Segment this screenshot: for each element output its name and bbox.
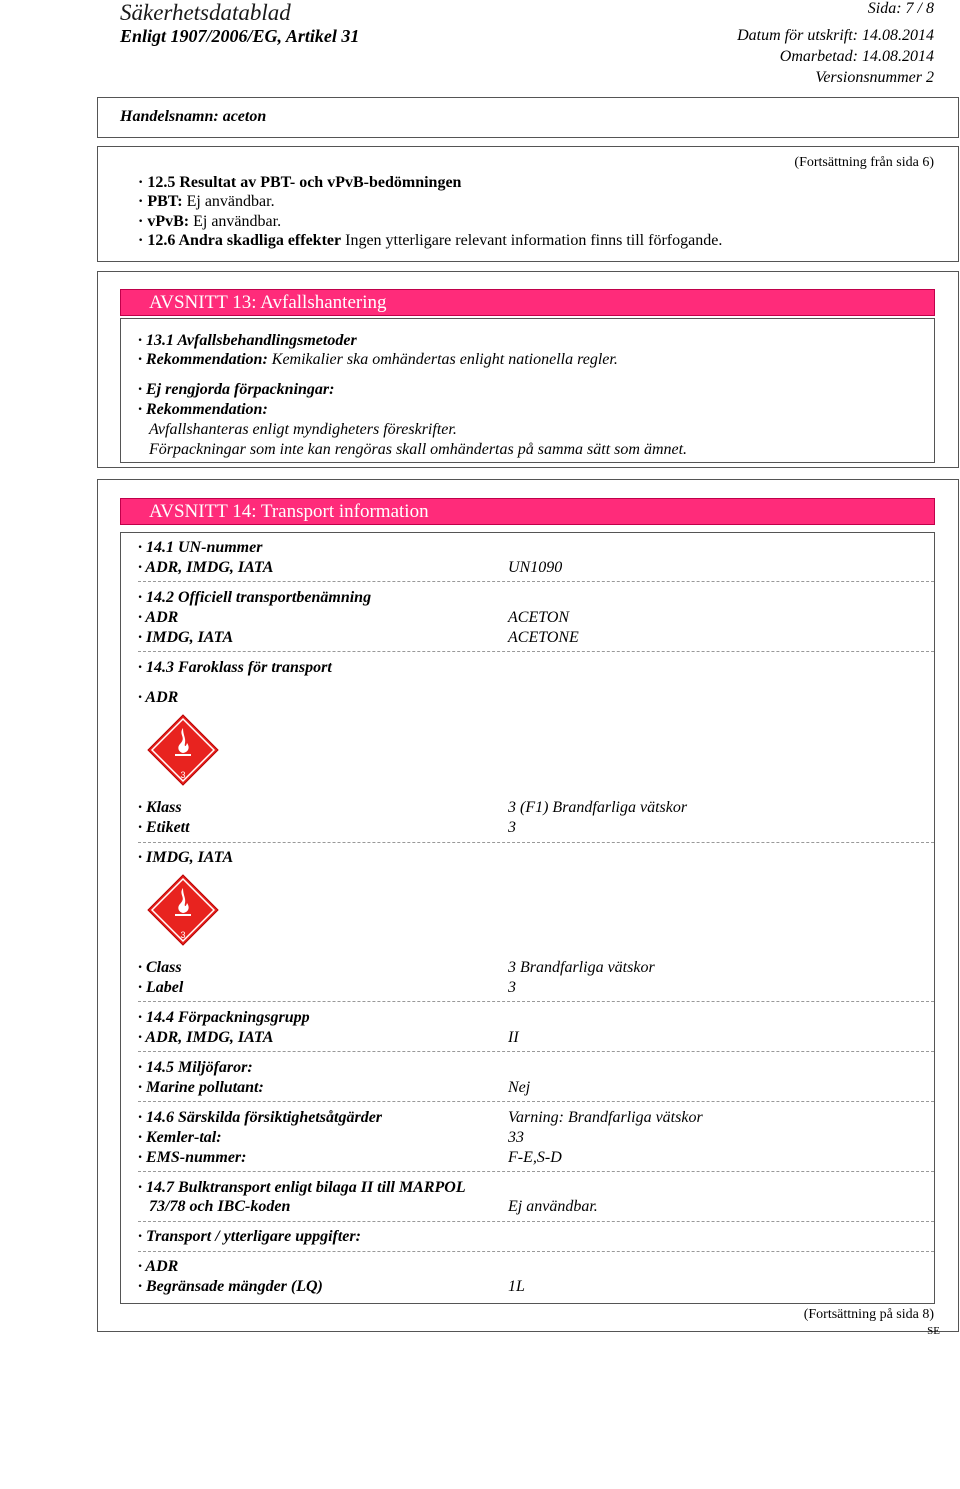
- diamond-number: 3: [180, 770, 186, 780]
- klass-label: · Klass: [138, 799, 182, 816]
- s14-2-heading: · 14.2 Officiell transportbenämning: [138, 589, 372, 606]
- lq-label: · Begränsade mängder (LQ): [138, 1278, 323, 1295]
- pbt-value: Ej användbar.: [186, 193, 275, 210]
- s13-1-heading: · 13.1 Avfallsbehandlingsmetoder: [138, 332, 357, 349]
- divider: [138, 1251, 934, 1252]
- diamond-number: 3: [180, 930, 186, 940]
- un-value: UN1090: [508, 559, 563, 576]
- adr-class-label: · ADR: [138, 689, 179, 706]
- adr-name-label: · ADR: [138, 609, 179, 626]
- vpvb-label: · vPvB:: [138, 213, 190, 230]
- s14-3-heading: · 14.3 Faroklass för transport: [138, 659, 332, 676]
- lq-value: 1L: [508, 1278, 525, 1295]
- continued-to: (Fortsättning på sida 8): [803, 1307, 934, 1322]
- pack-value: II: [508, 1029, 519, 1046]
- divider: [138, 1171, 934, 1172]
- kemler-label: · Kemler-tal:: [138, 1129, 222, 1146]
- s13-rec2-line2: Förpackningar som inte kan rengöras skall omhändertas på samma sätt som ämnet.: [149, 441, 688, 458]
- pack-label: · ADR, IMDG, IATA: [138, 1029, 274, 1046]
- flammable-liquid-pictogram-icon: [147, 714, 219, 786]
- s13-uncleaned-label: · Ej rengjorda förpackningar:: [138, 381, 335, 398]
- ems-value: F-E,S-D: [508, 1149, 562, 1166]
- divider: [138, 1001, 934, 1002]
- klass-value: 3 (F1) Brandfarliga vätskor: [508, 799, 688, 816]
- s13-rec-row: [138, 351, 618, 369]
- class-label: · Class: [138, 959, 182, 976]
- regulation-subtitle: Enligt 1907/2006/EG, Artikel 31: [120, 26, 360, 46]
- pbt-label: · PBT:: [138, 193, 183, 210]
- page-number: Sida: 7 / 8: [867, 0, 934, 17]
- divider: [138, 581, 934, 582]
- divider: [138, 1051, 934, 1052]
- s12-5-heading: · 12.5 Resultat av PBT- och vPvB-bedömningen: [138, 174, 462, 191]
- print-date: Datum för utskrift: 14.08.2014: [737, 27, 934, 44]
- imdg-name-value: ACETONE: [508, 629, 579, 646]
- continued-from: (Fortsättning från sida 6): [794, 155, 934, 170]
- s14-1-heading: · 14.1 UN-nummer: [138, 539, 263, 556]
- section-13-title: AVSNITT 13: Avfallshantering: [120, 289, 935, 316]
- rec-value: Kemikalier ska omhändertas enlight nationella regler.: [271, 351, 618, 368]
- adr-name-value: ACETON: [508, 609, 570, 626]
- document-title: Säkerhetsdatablad: [120, 0, 291, 25]
- ems-label: · EMS-nummer:: [138, 1149, 247, 1166]
- vpvb-value: Ej användbar.: [193, 213, 282, 230]
- imdg-class-label: · IMDG, IATA: [138, 849, 234, 866]
- divider: [138, 1221, 934, 1222]
- marine-label: · Marine pollutant:: [138, 1079, 264, 1096]
- s14-4-heading: · 14.4 Förpackningsgrupp: [138, 1009, 310, 1026]
- s14-7-value: Ej användbar.: [508, 1198, 598, 1215]
- marine-value: Nej: [508, 1079, 531, 1096]
- imdg-name-label: · IMDG, IATA: [138, 629, 234, 646]
- s12-6-label: · 12.6 Andra skadliga effekter: [138, 232, 342, 249]
- s13-rec2-line1: Avfallshanteras enligt myndigheters föreskrifter.: [149, 421, 457, 438]
- etikett-label: · Etikett: [138, 819, 190, 836]
- label-value: 3: [508, 979, 516, 996]
- section-14-title: AVSNITT 14: Transport information: [120, 498, 935, 525]
- s14-6-value: Varning: Brandfarliga vätskor: [508, 1109, 703, 1126]
- class-value: 3 Brandfarliga vätskor: [508, 959, 655, 976]
- s14-5-heading: · 14.5 Miljöfaror:: [138, 1059, 253, 1076]
- transport-extra-label: · Transport / ytterligare uppgifter:: [138, 1228, 361, 1245]
- s12-6-value: Ingen ytterligare relevant information finns till förfogande.: [345, 232, 723, 249]
- s13-rec2-label: · Rekommendation:: [138, 401, 268, 418]
- etikett-value: 3: [508, 819, 516, 836]
- adr-lq-label: · ADR: [138, 1258, 179, 1275]
- un-label: · ADR, IMDG, IATA: [138, 559, 274, 576]
- divider: [138, 842, 934, 843]
- s12-6-row: [138, 232, 722, 250]
- flammable-liquid-pictogram-icon: [147, 874, 219, 946]
- s14-7-heading-line1: · 14.7 Bulktransport enligt bilaga II till MARPOL: [138, 1179, 466, 1196]
- s14-7-heading-line2: 73/78 och IBC-koden: [149, 1198, 291, 1215]
- s14-6-heading: · 14.6 Särskilda försiktighetsåtgärder: [138, 1109, 383, 1126]
- s12-pbt-row: [138, 193, 275, 211]
- label-label: · Label: [138, 979, 184, 996]
- kemler-value: 33: [508, 1129, 524, 1146]
- s12-vpvb-row: [138, 213, 281, 231]
- rec-label: · Rekommendation:: [138, 351, 268, 368]
- language-code: SE: [927, 1325, 940, 1337]
- version-number: Versionsnummer 2: [815, 69, 934, 86]
- divider: [138, 651, 934, 652]
- revised-date: Omarbetad: 14.08.2014: [779, 48, 934, 65]
- trade-name: Handelsnamn: aceton: [120, 108, 267, 125]
- divider: [138, 1101, 934, 1102]
